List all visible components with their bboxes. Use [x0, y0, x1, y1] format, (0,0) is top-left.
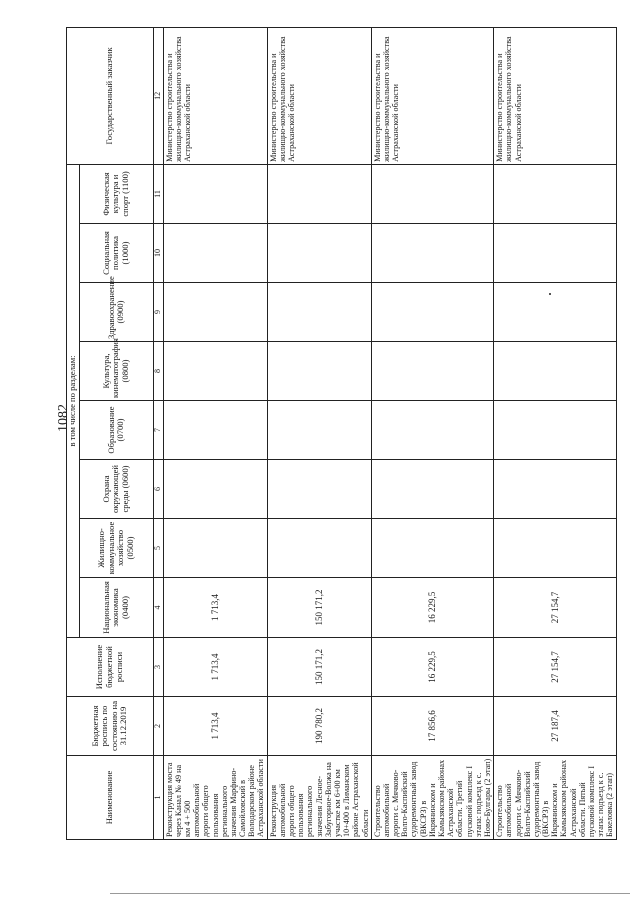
budget-table: [66, 27, 617, 840]
scan-edge-line: [110, 893, 630, 894]
header-budget-exec: Исполнение бюджетной росписи: [67, 638, 154, 697]
row-name: Строительство автомобильной дороги с. Мячково-Волго-Каспийский судоремонтный завод (ВКСРЗ) в Икрянинском и Камызякском районах Астраханской области. Пятый пусковой комплекс I этапа: подъезд к с. Бакеловка (2 этап): [494, 756, 616, 840]
row-budget-plan: 27 187,4: [494, 697, 616, 756]
row-budget-plan: 1 713,4: [163, 697, 267, 756]
rotated-table-container: [66, 28, 615, 840]
table-row: [163, 27, 267, 839]
table-row: [494, 27, 616, 839]
row-budget-plan: 17 856,6: [371, 697, 493, 756]
row-budget-exec: 27 154,7: [494, 638, 616, 697]
row-name: Строительство автомобильной дороги с. Мячково-Волго-Каспийский судоремонтный завод (ВКСРЗ) в Икрянинском и Камызякском районах Астраханской области. Третий пусковой комплекс I этапа: подъезд к с. Ново-Булгары (2 этап): [371, 756, 493, 840]
row-budget-exec: 150 171,2: [267, 638, 371, 697]
column-number: 7: [153, 401, 163, 460]
row-budget-exec: 16 229,5: [371, 638, 493, 697]
header-section-0600: Охрана окружающей среды (0600): [79, 460, 153, 519]
row-customer: Министерство строительства и жилищно-коммунального хозяйства Астраханской области: [494, 27, 616, 164]
header-budget-plan: Бюджетная роспись по состоянию на 31.12.2019: [67, 697, 154, 756]
row-section-0400: 27 154,7: [494, 578, 616, 638]
column-number: 12: [153, 27, 163, 164]
header-section-0500: Жилищно-коммунальное хозяйство (0500): [79, 519, 153, 578]
header-section-0800: Культура, кинематография (0800): [79, 342, 153, 401]
row-name: Реконструкция моста через Канал № 49 на км 4 + 500 автомобильной дороги общего пользования регионального значения Марфино-Самойловский в Володарском районе Астраханской области: [163, 756, 267, 840]
row-section-0400: 1 713,4: [163, 578, 267, 638]
table-row: [371, 27, 493, 839]
row-customer: Министерство строительства и жилищно-коммунального хозяйства Астраханской области: [267, 27, 371, 164]
column-number: 6: [153, 460, 163, 519]
header-section-1100: Физическая культура и спорт (1100): [79, 164, 153, 223]
column-number: 1: [153, 756, 163, 840]
row-budget-exec: 1 713,4: [163, 638, 267, 697]
header-section-0400: Национальная экономика (0400): [79, 578, 153, 638]
column-number: 11: [153, 164, 163, 223]
column-number: 5: [153, 519, 163, 578]
table-row: [267, 27, 371, 839]
row-budget-plan: 190 780,2: [267, 697, 371, 756]
column-number: 3: [153, 638, 163, 697]
header-section-1000: Социальная политика (1000): [79, 224, 153, 283]
column-number: 2: [153, 697, 163, 756]
column-number: 8: [153, 342, 163, 401]
header-sections-group: в том числе по разделам:: [67, 164, 80, 637]
header-customer: Государственный заказчик: [67, 27, 154, 164]
page-number: 1082: [56, 404, 71, 432]
row-customer: Министерство строительства и жилищно-коммунального хозяйства Астраханской области: [163, 27, 267, 164]
header-section-0900: Здравоохранение (0900): [79, 283, 153, 342]
header-row-top: [67, 27, 80, 839]
column-number: 10: [153, 224, 163, 283]
row-name: Реконструкция автомобильной дороги общего пользования регионального значения Лесное-Забугорное-Волжа на участке км 6+00 км 10+400 в Лиманском районе Астраханской области: [267, 756, 371, 840]
row-customer: Министерство строительства и жилищно-коммунального хозяйства Астраханской области: [371, 27, 493, 164]
row-section-0400: 16 229,5: [371, 578, 493, 638]
header-section-0700: Образование (0700): [79, 401, 153, 460]
header-name: Наименование: [67, 756, 154, 840]
column-number: 9: [153, 283, 163, 342]
column-number-row: [153, 27, 163, 839]
row-section-0400: 150 171,2: [267, 578, 371, 638]
column-number: 4: [153, 578, 163, 638]
